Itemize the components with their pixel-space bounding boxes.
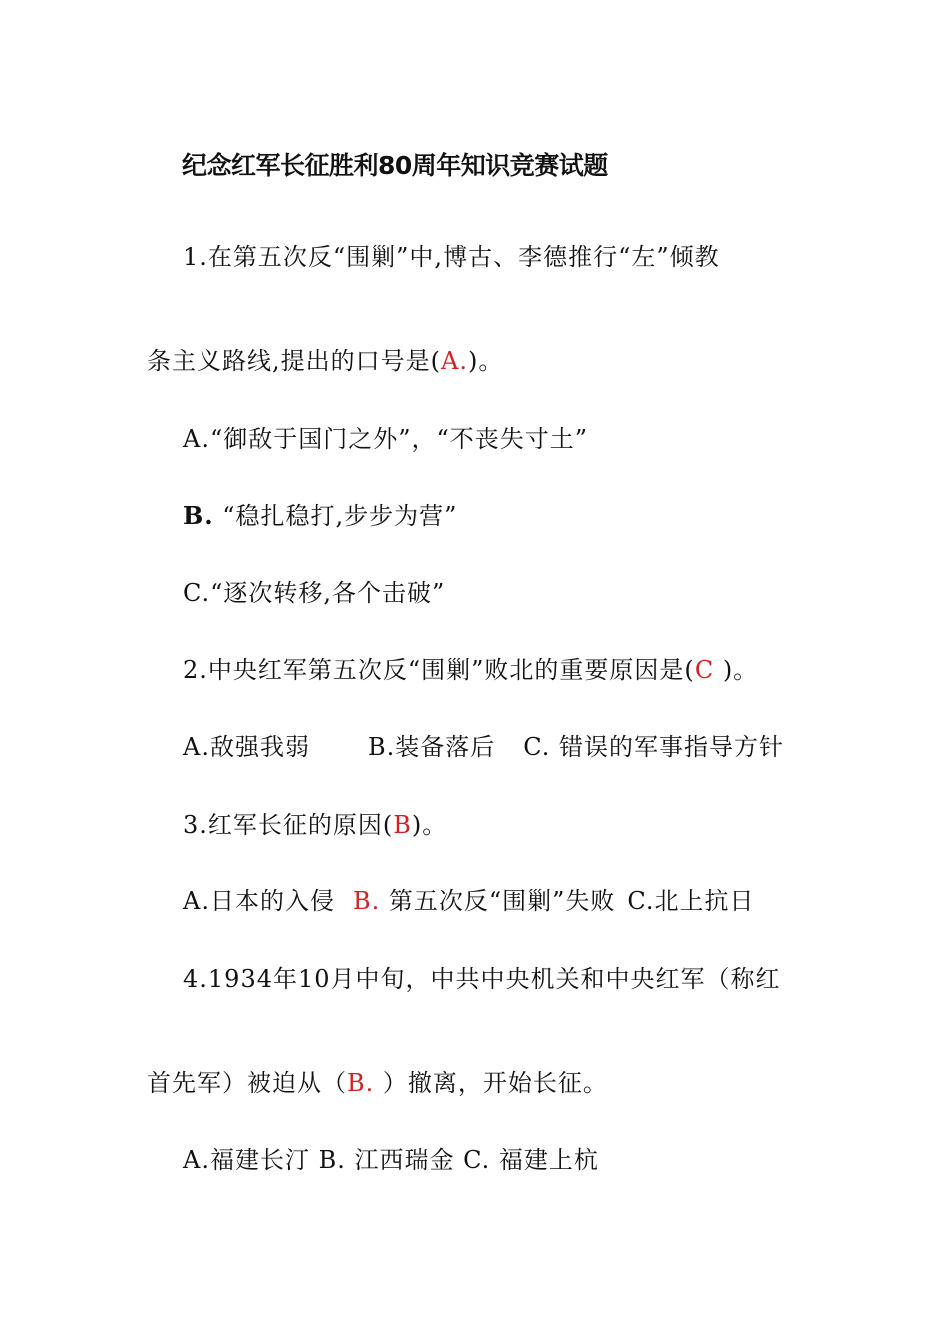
question-1-option-c: C.“逐次转移,各个击破” xyxy=(183,579,446,607)
question-4-answer: B. xyxy=(347,1069,375,1097)
question-1-option-b xyxy=(183,501,457,531)
question-1-line-1: 1.在第五次反“围剿”中,博古、李德推行“左”倾教 xyxy=(183,243,720,271)
question-1-line-2 xyxy=(147,346,503,376)
question-4-options: A.福建长汀 B. 江西瑞金 C. 福建上杭 xyxy=(183,1146,599,1174)
question-3-options xyxy=(183,886,755,916)
question-2-tail: )。 xyxy=(714,656,759,684)
question-1-option-a: A.“御敌于国门之外”，“不丧失寸土” xyxy=(183,425,589,453)
question-2-option-b: B.装备落后 xyxy=(367,733,496,761)
document-title: 纪念红军长征胜利80周年知识竞赛试题 xyxy=(182,151,608,180)
question-1-tail: )。 xyxy=(467,347,504,375)
question-3-option-a: A.日本的入侵 xyxy=(183,887,335,915)
question-1-text: 条主义路线,提出的口号是( xyxy=(147,347,441,375)
question-3-answer: B xyxy=(393,811,412,839)
question-1-answer: A. xyxy=(441,347,468,375)
question-2-option-a: A.敌强我弱 xyxy=(183,733,310,761)
question-3-tail: )。 xyxy=(411,811,448,839)
question-4-tail: ）撤离，开始长征。 xyxy=(374,1069,608,1097)
question-3-line-1 xyxy=(183,810,447,840)
question-1-option-b-letter: B. xyxy=(183,501,214,530)
question-1-option-b-text: “稳扎稳打,步步为营” xyxy=(222,502,458,530)
question-4-line-2 xyxy=(147,1068,608,1098)
question-2-options xyxy=(183,732,784,762)
question-2-text: 2.中央红军第五次反“围剿”败北的重要原因是( xyxy=(183,656,695,684)
question-4-text: 首先军）被迫从（ xyxy=(147,1069,347,1097)
question-2-option-c: C. 错误的军事指导方针 xyxy=(523,733,784,761)
question-3-option-b: 第五次反“围剿”失败 xyxy=(380,887,616,915)
question-2-answer: C xyxy=(694,656,715,684)
question-3-option-c: C.北上抗日 xyxy=(627,887,755,915)
question-2-line-1 xyxy=(183,655,758,685)
question-3-text: 3.红军长征的原因( xyxy=(183,811,394,839)
question-4-line-1: 4.1934年10月中旬，中共中央机关和中央红军（称红 xyxy=(183,965,781,993)
question-3-option-b-letter: B. xyxy=(352,887,381,915)
